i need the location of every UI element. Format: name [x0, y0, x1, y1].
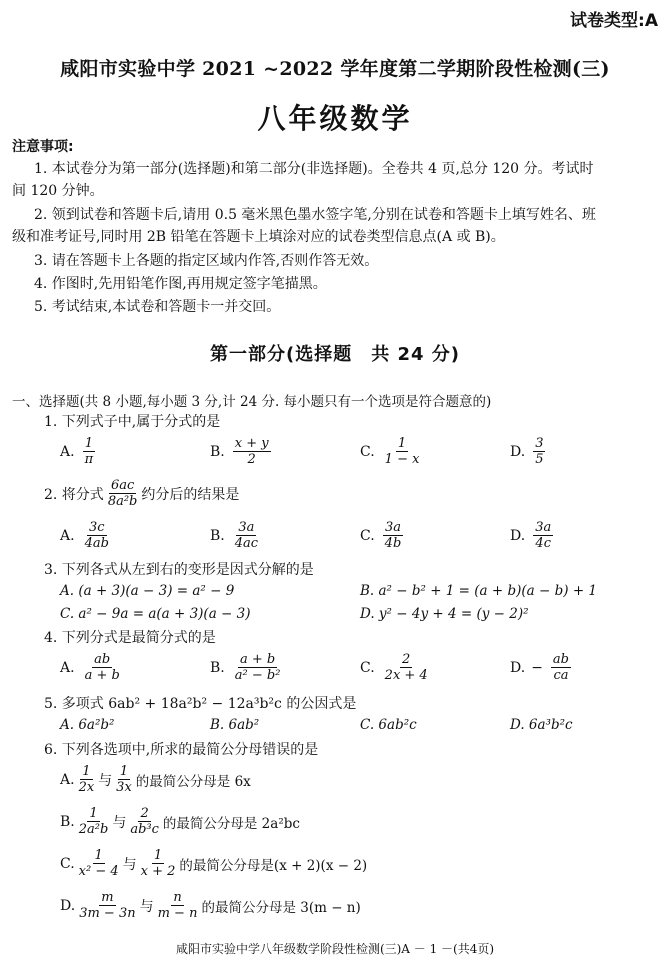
option-label: D.	[510, 527, 526, 544]
fraction-denominator: 4ac	[234, 536, 259, 551]
fraction-denominator: a² − b²	[234, 668, 281, 683]
question-3-stem: 3. 下列各式从左到右的变形是因式分解的是	[44, 562, 314, 578]
fraction-denominator: 8a²b	[107, 494, 138, 509]
fraction	[533, 520, 553, 551]
fraction-numerator: ab	[94, 652, 111, 667]
q1-option-b[interactable]	[210, 436, 273, 467]
option-label: C.	[60, 855, 75, 872]
option-label: A.	[60, 443, 75, 460]
q5-option-a[interactable]: A. 6a²b²	[60, 717, 115, 733]
q4-option-d[interactable]	[510, 652, 573, 683]
connector-text: 与	[98, 772, 113, 789]
fraction-numerator: 3c	[88, 520, 105, 535]
option-label: A.	[60, 659, 75, 676]
note-line: 间 120 分钟。	[12, 183, 104, 199]
fraction	[383, 436, 422, 467]
option-label: B.	[60, 813, 75, 830]
q1-option-c[interactable]	[360, 436, 423, 467]
q3-option-a[interactable]: A. (a + 3)(a − 3) = a² − 9	[60, 583, 235, 599]
fraction-denominator: a + b	[84, 668, 120, 683]
option-label: C.	[360, 443, 375, 460]
fraction-denominator: x + 2	[140, 864, 176, 879]
fraction-denominator: 5	[535, 452, 544, 467]
page-footer: 咸阳市实验中学八年级数学阶段性检测(三)A － 1 －(共4页)	[175, 942, 495, 956]
fraction-numerator: n	[173, 890, 182, 905]
fraction-numerator: x + y	[234, 436, 269, 451]
option-label: A.	[60, 771, 75, 788]
fraction-numerator: 1	[153, 848, 163, 863]
question-1-stem: 1. 下列式子中,属于分式的是	[44, 414, 221, 430]
fraction-denominator: 2x	[78, 780, 95, 795]
fraction	[114, 764, 134, 795]
fraction-denominator: 2a²b	[78, 822, 109, 837]
option-tail-text: 的最简公分母是(x + 2)(x − 2)	[179, 857, 368, 874]
q4-option-b[interactable]	[210, 652, 284, 683]
negative-sign: −	[531, 659, 543, 676]
option-label: B.	[210, 443, 225, 460]
fraction	[106, 478, 140, 509]
fraction-numerator: 1	[397, 436, 407, 451]
fraction-denominator: 1 − x	[384, 452, 420, 467]
fraction	[128, 806, 161, 837]
option-label: C.	[360, 659, 375, 676]
option-label: C.	[360, 527, 375, 544]
subject-title: 八年级数学	[257, 102, 413, 135]
note-line: 2. 领到试卷和答题卡后,请用 0.5 毫米黑色墨水签字笔,分别在试卷和答题卡上填写姓名、班	[34, 207, 596, 223]
option-label: B.	[210, 659, 225, 676]
q6-option-c[interactable]	[60, 848, 367, 879]
school-exam-title: 咸阳市实验中学 2021 ~2022 学年度第二学期阶段性检测(三)	[60, 58, 610, 80]
q1-option-d[interactable]	[510, 436, 547, 467]
q6-option-b[interactable]	[60, 806, 300, 837]
fraction-denominator: 4b	[384, 536, 402, 551]
fraction-numerator: 1	[94, 848, 103, 863]
fraction	[77, 764, 97, 795]
q2-option-d[interactable]	[510, 520, 555, 551]
note-line: 4. 作图时,先用铅笔作图,再用规定签字笔描黑。	[34, 276, 327, 292]
fraction	[156, 890, 200, 921]
note-line: 级和准考证号,同时用 2B 铅笔在答题卡上填涂对应的试卷类型信息点(A 或 B)。	[12, 229, 505, 245]
option-tail-text: 的最简公分母是 3(m − n)	[201, 899, 361, 916]
fraction-denominator: 4ab	[84, 536, 109, 551]
fraction-denominator: ca	[553, 668, 569, 683]
fraction-denominator: 2	[247, 452, 256, 467]
fraction	[383, 652, 430, 683]
fraction-numerator: 2	[402, 652, 411, 667]
fraction-numerator: 3a	[384, 520, 401, 535]
connector-text: 与	[139, 898, 154, 915]
q1-option-a[interactable]	[60, 436, 97, 467]
connector-text: 与	[122, 856, 137, 873]
q3-option-b[interactable]: B. a² − b² + 1 = (a + b)(a − b) + 1	[360, 583, 598, 599]
fraction-numerator: 6ac	[110, 478, 135, 493]
paper-type-label: 试卷类型:A	[570, 11, 658, 31]
q3-option-d[interactable]: D. y² − 4y + 4 = (y − 2)²	[360, 606, 529, 622]
fraction-numerator: a + b	[239, 652, 276, 667]
q3-option-c[interactable]: C. a² − 9a = a(a + 3)(a − 3)	[60, 606, 251, 622]
fraction	[83, 520, 111, 551]
option-label: D.	[510, 659, 526, 676]
q6-option-a[interactable]	[60, 764, 251, 795]
fraction	[383, 520, 404, 551]
q5-option-c[interactable]: C. 6ab²c	[360, 717, 417, 733]
stem-text: 约分后的结果是	[141, 486, 240, 503]
q6-option-d[interactable]	[60, 890, 361, 921]
fraction-numerator: m	[101, 890, 114, 905]
q4-option-c[interactable]	[360, 652, 432, 683]
fraction	[233, 436, 271, 467]
fraction	[233, 520, 260, 551]
fraction-numerator: 1	[89, 806, 98, 821]
q5-option-d[interactable]: D. 6a³b²c	[510, 717, 573, 733]
option-label: B.	[210, 527, 225, 544]
fraction	[83, 652, 122, 683]
option-label: D.	[510, 443, 526, 460]
fraction	[551, 652, 571, 683]
fraction	[77, 848, 121, 879]
notes-heading: 注意事项:	[12, 139, 74, 155]
fraction-numerator: 1	[82, 764, 91, 779]
fraction-denominator: ab³c	[130, 822, 159, 837]
q2-option-b[interactable]	[210, 520, 262, 551]
question-2-stem	[44, 478, 239, 509]
fraction	[77, 890, 137, 921]
fraction	[233, 652, 283, 683]
fraction-denominator: 3m − 3n	[79, 906, 136, 921]
fraction-numerator: 1	[119, 764, 129, 779]
fraction-denominator: 2x + 4	[384, 668, 428, 683]
fraction-numerator: 3a	[238, 520, 255, 535]
fraction-numerator: 3	[535, 436, 544, 451]
fraction	[77, 806, 111, 837]
fraction-numerator: ab	[552, 652, 569, 667]
fraction-denominator: 3x	[116, 780, 132, 795]
fraction	[533, 436, 545, 467]
fraction	[139, 848, 178, 879]
stem-text: 2. 将分式	[44, 486, 104, 503]
note-line: 5. 考试结束,本试卷和答题卡一并交回。	[34, 299, 281, 315]
note-line: 3. 请在答题卡上各题的指定区域内作答,否则作答无效。	[34, 253, 379, 269]
fraction-denominator: π	[84, 452, 94, 467]
fraction-denominator: x² − 4	[78, 864, 119, 879]
question-5-stem: 5. 多项式 6ab² + 18a²b² − 12a³b²c 的公因式是	[44, 696, 357, 712]
option-label: D.	[60, 897, 76, 914]
q4-option-a[interactable]	[60, 652, 124, 683]
part-one-title: 第一部分(选择题 共 24 分)	[209, 344, 461, 365]
fraction-denominator: m − n	[157, 906, 198, 921]
q2-option-c[interactable]	[360, 520, 405, 551]
fraction-denominator: 4c	[535, 536, 551, 551]
option-tail-text: 的最简公分母是 2a²bc	[162, 815, 300, 832]
fraction-numerator: 2	[140, 806, 149, 821]
connector-text: 与	[112, 814, 127, 831]
fraction-numerator: 3a	[535, 520, 552, 535]
q5-option-b[interactable]: B. 6ab²	[210, 717, 260, 733]
question-6-stem: 6. 下列各选项中,所求的最简公分母错误的是	[44, 742, 319, 758]
q2-option-a[interactable]	[60, 520, 113, 551]
fraction	[83, 436, 96, 467]
section-header: 一、选择题(共 8 小题,每小题 3 分,计 24 分. 每小题只有一个选项是符合题意的)	[12, 394, 492, 410]
option-label: A.	[60, 527, 75, 544]
question-4-stem: 4. 下列分式是最简分式的是	[44, 630, 216, 646]
option-tail-text: 的最简公分母是 6x	[135, 773, 251, 790]
note-line: 1. 本试卷分为第一部分(选择题)和第二部分(非选择题)。全卷共 4 页,总分 120 分。考试时	[34, 161, 594, 177]
fraction-numerator: 1	[84, 436, 93, 451]
